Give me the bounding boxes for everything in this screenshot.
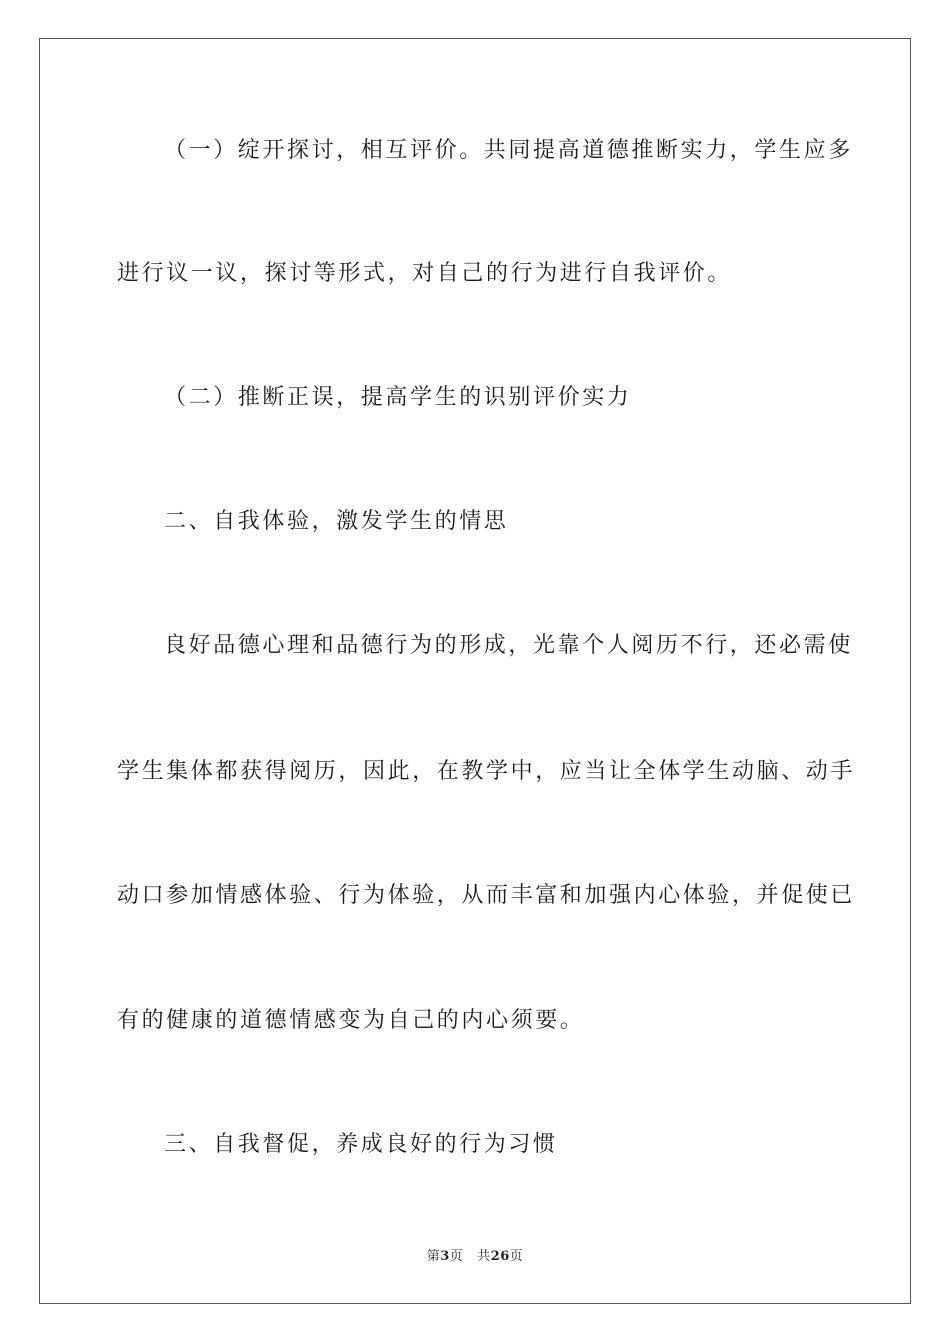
section-heading: 二、自我体验，激发学生的情思: [164, 509, 509, 534]
page-prefix: 第: [426, 1249, 441, 1264]
paragraph-line: 有的健康的道德情感变为自己的内心须要。: [117, 1008, 585, 1033]
total-suffix: 页: [509, 1249, 524, 1264]
page-suffix: 页: [449, 1249, 464, 1264]
section-heading: 三、自我督促，养成良好的行为习惯: [164, 1132, 558, 1157]
paragraph-line: 进行议一议，探讨等形式，对自己的行为进行自我评价。: [117, 261, 733, 286]
paragraph-line: 动口参加情感体验、行为体验，从而丰富和加强内心体验，并促使已: [117, 883, 856, 908]
total-pages: 26: [490, 1249, 510, 1264]
total-prefix: 共: [477, 1249, 491, 1264]
page-number: 3: [440, 1249, 450, 1264]
section-heading: （二）推断正误，提高学生的识别评价实力: [164, 385, 632, 410]
paragraph-line: （一）绽开探讨，相互评价。共同提高道德推断实力，学生应多: [164, 138, 853, 163]
paragraph-line: 学生集体都获得阅历，因此，在教学中，应当让全体学生动脑、动手: [117, 759, 856, 784]
page-footer: [0, 1245, 950, 1264]
page-frame: [39, 38, 911, 1304]
paragraph-line: 良好品德心理和品德行为的形成，光靠个人阅历不行，还必需使: [164, 633, 853, 658]
